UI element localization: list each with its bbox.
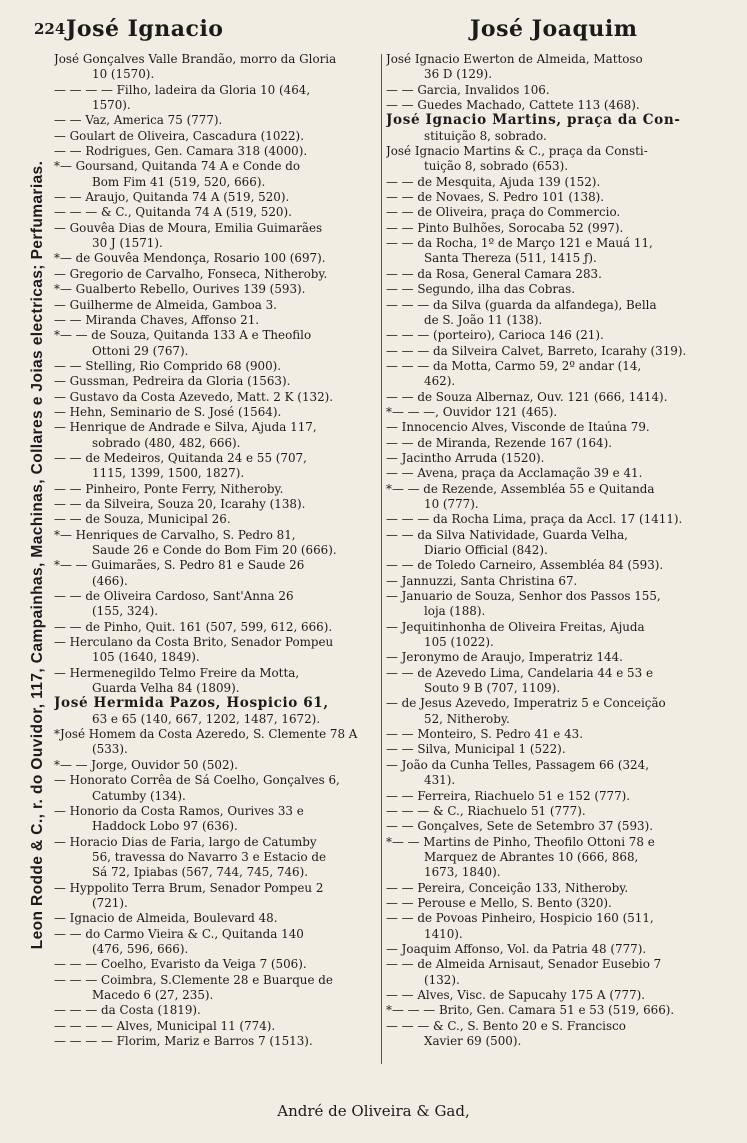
- left-column: [54, 52, 380, 1049]
- directory-entry-line: *— — — Brito, Gen. Camara 51 e 53 (519, 666).: [386, 1003, 675, 1018]
- directory-entry-line: — Hyppolito Terra Brum, Senador Pompeu 2: [54, 880, 324, 895]
- directory-entry-line: — — Alves, Visc. de Sapucahy 175 A (777).: [386, 987, 646, 1002]
- directory-entry-line: — — de Oliveira Cardoso, Sant'Anna 26: [54, 589, 294, 604]
- directory-entry-line: 30 J (1571).: [92, 236, 163, 251]
- page-header: [0, 14, 747, 46]
- directory-entry-line: 52, Nitheroby.: [424, 711, 510, 726]
- directory-entry-line: (476, 596, 666).: [92, 941, 189, 956]
- directory-entry-line: — — — da Motta, Carmo 59, 2º andar (14,: [386, 358, 642, 373]
- directory-entry-line: — Horacio Dias de Faria, largo de Catumby: [54, 834, 317, 849]
- directory-entry-line: *— Gualberto Rebello, Ourives 139 (593).: [54, 282, 306, 297]
- column-divider: [381, 54, 382, 1064]
- directory-entry-line: — — Pereira, Conceição 133, Nitheroby.: [386, 880, 629, 895]
- directory-entry-line: tuição 8, sobrado (653).: [424, 159, 568, 174]
- page-footer: André de Oliveira & Gad,: [277, 1102, 470, 1120]
- directory-entry-line: — — de Novaes, S. Pedro 101 (138).: [386, 190, 605, 205]
- directory-entry-line: 1115, 1399, 1500, 1827).: [92, 466, 245, 481]
- directory-entry-line: — — de Souza Albernaz, Ouv. 121 (666, 1414).: [386, 389, 668, 404]
- directory-entry-line: — — Araujo, Quitanda 74 A (519, 520).: [54, 190, 290, 205]
- page-number: 224: [34, 20, 66, 38]
- directory-entry-line: — Jeronymo de Araujo, Imperatriz 144.: [386, 650, 623, 665]
- directory-entry-line: — — — — Alves, Municipal 11 (774).: [54, 1018, 276, 1033]
- directory-entry-line: — — — & C., S. Bento 20 e S. Francisco: [386, 1018, 626, 1033]
- directory-entry-line: Sá 72, Ipiabas (567, 744, 745, 746).: [92, 865, 309, 880]
- directory-entry-line: — Gouvêa Dias de Moura, Emilia Guimarães: [54, 220, 323, 235]
- running-head-left: José Ignacio: [66, 16, 224, 42]
- directory-entry-line: — — Pinto Bulhões, Sorocaba 52 (997).: [386, 220, 624, 235]
- directory-entry-line: — — Stelling, Rio Comprido 68 (900).: [54, 358, 282, 373]
- directory-entry-line: — — Rodrigues, Gen. Camara 318 (4000).: [54, 144, 308, 159]
- running-head-right: José Joaquim: [470, 16, 638, 42]
- directory-entry-line: — — de Azevedo Lima, Candelaria 44 e 53 e: [386, 665, 653, 680]
- directory-entry-line: — — de Oliveira, praça do Commercio.: [386, 205, 621, 220]
- directory-entry-line: 105 (1022).: [424, 635, 494, 650]
- directory-entry-line: 10 (777).: [424, 496, 479, 511]
- directory-entry-line: — — da Silveira, Souza 20, Icarahy (138).: [54, 496, 306, 511]
- directory-entry-line: stituição 8, sobrado.: [424, 128, 547, 143]
- directory-entry-line: Souto 9 B (707, 1109).: [424, 681, 561, 696]
- directory-entry-line: José Ignacio Martins, praça da Con-: [386, 113, 681, 129]
- directory-entry-line: — Januario de Souza, Senhor dos Passos 155,: [386, 589, 661, 604]
- directory-entry-line: — — da Rocha, 1º de Março 121 e Mauá 11,: [386, 236, 653, 251]
- directory-entry-line: *— — Jorge, Ouvidor 50 (502).: [54, 757, 238, 772]
- directory-entry-line: — — Miranda Chaves, Affonso 21.: [54, 312, 260, 327]
- directory-entry-line: — — de Medeiros, Quitanda 24 e 55 (707,: [54, 450, 307, 465]
- directory-entry-line: — Hermenegildo Telmo Freire da Motta,: [54, 665, 300, 680]
- directory-entry-line: 56, travessa do Navarro 3 e Estacio de: [92, 849, 327, 864]
- directory-entry-line: — Jannuzzi, Santa Christina 67.: [386, 573, 578, 588]
- directory-entry-line: Diario Official (842).: [424, 543, 548, 557]
- directory-entry-line: Ottoni 29 (767).: [92, 343, 189, 358]
- directory-entry-line: — — — & C., Quitanda 74 A (519, 520).: [54, 205, 292, 220]
- directory-entry-line: — Innocencio Alves, Visconde de Itaúna 79.: [386, 420, 650, 435]
- directory-entry-line: *— de Gouvêa Mendonça, Rosario 100 (697).: [54, 251, 326, 266]
- directory-entry-line: — — de Toledo Carneiro, Assembléa 84 (593).: [386, 558, 664, 573]
- directory-entry-line: — Henrique de Andrade e Silva, Ajuda 117,: [54, 420, 317, 435]
- directory-entry-line: — — Monteiro, S. Pedro 41 e 43.: [386, 727, 584, 742]
- directory-entry-line: 1410).: [424, 926, 463, 941]
- directory-entry-line: — — do Carmo Vieira & C., Quitanda 140: [54, 926, 304, 941]
- directory-entry-line: Guarda Velha 84 (1809).: [92, 681, 240, 696]
- directory-entry-line: Santa Thereza (511, 1415 ƒ).: [424, 251, 597, 266]
- directory-entry-line: 105 (1640, 1849).: [92, 650, 200, 665]
- directory-entry-line: de S. João 11 (138).: [424, 312, 543, 327]
- directory-entry-line: — Hehn, Seminario de S. José (1564).: [54, 404, 282, 419]
- directory-entry-line: — Jequitinhonha de Oliveira Freitas, Ajuda: [386, 619, 645, 634]
- directory-entry-line: — — Garcia, Invalidos 106.: [386, 82, 550, 97]
- directory-entry-line: — Guilherme de Almeida, Gamboa 3.: [54, 297, 277, 312]
- directory-entry-line: — — — da Rocha Lima, praça da Accl. 17 (1411).: [386, 512, 683, 527]
- directory-entry-line: — — Segundo, ilha das Cobras.: [386, 282, 576, 297]
- directory-entry-line: — — de Almeida Arnisaut, Senador Eusebio 7: [386, 957, 662, 972]
- directory-entry-line: (721).: [92, 895, 128, 910]
- directory-entry-line: — — Perouse e Mello, S. Bento (320).: [386, 895, 612, 910]
- directory-entry-line: — Joaquim Affonso, Vol. da Patria 48 (777).: [386, 941, 647, 956]
- directory-entry-line: — Goulart de Oliveira, Cascadura (1022).: [54, 128, 304, 143]
- directory-entry-line: 63 e 65 (140, 667, 1202, 1487, 1672).: [92, 711, 321, 726]
- directory-entry-line: — — de Pinho, Quit. 161 (507, 599, 612, 666).: [54, 619, 333, 634]
- directory-entry-line: — Herculano da Costa Brito, Senador Pompeu: [54, 635, 334, 650]
- directory-entry-line: *— — —, Ouvidor 121 (465).: [386, 404, 558, 419]
- directory-entry-line: — Gustavo da Costa Azevedo, Matt. 2 K (132).: [54, 389, 334, 404]
- directory-entry-line: — Gussman, Pedreira da Gloria (1563).: [54, 374, 291, 389]
- directory-entry-line: *— — de Rezende, Assembléa 55 e Quitanda: [386, 481, 655, 496]
- directory-entry-line: — Jacintho Arruda (1520).: [386, 450, 545, 465]
- directory-entry-line: — — de Miranda, Rezende 167 (164).: [386, 435, 613, 450]
- directory-entry-line: 462).: [424, 374, 456, 389]
- directory-entry-line: Macedo 6 (27, 235).: [92, 987, 214, 1002]
- directory-entry-line: *José Homem da Costa Azeredo, S. Clemente 78 A: [54, 727, 358, 742]
- directory-entry-line: 1673, 1840).: [424, 865, 501, 880]
- directory-entry-line: sobrado (480, 482, 666).: [92, 435, 241, 450]
- directory-entry-line: — — — & C., Riachuelo 51 (777).: [386, 803, 586, 818]
- directory-entry-line: (132).: [424, 972, 460, 987]
- directory-entry-line: (466).: [92, 573, 128, 588]
- directory-entry-line: — — — da Silva (guarda da alfandega), Bella: [386, 297, 657, 312]
- directory-entry-line: — — Vaz, America 75 (777).: [54, 113, 223, 128]
- directory-entry-line: *— — Guimarães, S. Pedro 81 e Saude 26: [54, 558, 305, 573]
- directory-entry-line: — — — da Silveira Calvet, Barreto, Icarahy (319).: [386, 343, 687, 358]
- directory-entry-line: — Gregorio de Carvalho, Fonseca, Nitheroby.: [54, 266, 328, 281]
- directory-entry-line: — — de Souza, Municipal 26.: [54, 512, 231, 527]
- directory-entry-line: *— Henriques de Carvalho, S. Pedro 81,: [54, 527, 296, 542]
- directory-entry-line: José Ignacio Martins & C., praça da Consti-: [386, 144, 648, 159]
- directory-entry-line: *— — de Souza, Quitanda 133 A e Theofilo: [54, 328, 312, 343]
- directory-entry-line: Saude 26 e Conde do Bom Fim 20 (666).: [92, 543, 337, 557]
- directory-entry-line: Marquez de Abrantes 10 (666, 868,: [424, 849, 639, 864]
- right-column: [386, 52, 716, 1049]
- directory-entry-line: — Honorato Corrêa de Sá Coelho, Gonçalves 6,: [54, 773, 340, 788]
- directory-entry-line: (533).: [92, 742, 128, 757]
- directory-entry-line: — Ignacio de Almeida, Boulevard 48.: [54, 911, 278, 926]
- directory-entry-line: — — — da Costa (1819).: [54, 1003, 201, 1018]
- directory-entry-line: Catumby (134).: [92, 788, 186, 803]
- directory-entry-line: Bom Fim 41 (519, 520, 666).: [92, 174, 266, 189]
- directory-entry-line: José Ignacio Ewerton de Almeida, Mattoso: [386, 52, 643, 66]
- directory-entry-line: *— — Martins de Pinho, Theofilo Ottoni 78 e: [386, 834, 655, 849]
- side-advertisement: [28, 120, 48, 990]
- directory-entry-line: — — Avena, praça da Acclamação 39 e 41.: [386, 466, 643, 481]
- directory-entry-line: — — — Coelho, Evaristo da Veiga 7 (506).: [54, 957, 307, 972]
- directory-entry-line: — — de Povoas Pinheiro, Hospicio 160 (511,: [386, 911, 654, 926]
- directory-entry-line: — — Guedes Machado, Cattete 113 (468).: [386, 98, 640, 113]
- directory-entry-line: — — — — Filho, ladeira da Gloria 10 (464,: [54, 82, 311, 97]
- directory-entry-line: — — — (porteiro), Carioca 146 (21).: [386, 328, 604, 343]
- directory-entry-line: loja (188).: [424, 604, 486, 619]
- directory-entry-line: — — da Silva Natividade, Guarda Velha,: [386, 527, 628, 542]
- directory-entry-line: — — — Coimbra, S.Clemente 28 e Buarque de: [54, 972, 333, 987]
- directory-entry-line: 431).: [424, 773, 456, 788]
- directory-entry-line: Haddock Lobo 97 (636).: [92, 819, 238, 834]
- directory-entry-line: *— Goursand, Quitanda 74 A e Conde do: [54, 159, 301, 174]
- directory-entry-line: — Honorio da Costa Ramos, Ourives 33 e: [54, 803, 304, 818]
- directory-entry-line: — — — — Florim, Mariz e Barros 7 (1513).: [54, 1034, 313, 1048]
- directory-entry-line: — — de Mesquita, Ajuda 139 (152).: [386, 174, 601, 189]
- directory-entry-line: — — da Rosa, General Camara 283.: [386, 266, 602, 281]
- directory-entry-line: — — Gonçalves, Sete de Setembro 37 (593).: [386, 819, 653, 834]
- directory-entry-line: — — Pinheiro, Ponte Ferry, Nitheroby.: [54, 481, 284, 496]
- directory-entry-line: (155, 324).: [92, 604, 159, 619]
- directory-entry-line: 10 (1570).: [92, 67, 155, 82]
- directory-entry-line: Xavier 69 (500).: [424, 1034, 522, 1048]
- directory-entry-line: — de Jesus Azevedo, Imperatriz 5 e Conceição: [386, 696, 666, 711]
- directory-entry-line: — João da Cunha Telles, Passagem 66 (324,: [386, 757, 649, 772]
- side-advertisement-text: Leon Rodde & C., r. do Ouvidor, 117, Campainhas, Machinas, Collares e Joias electricas; Perfumarias.: [29, 160, 46, 950]
- directory-entry-line: José Gonçalves Valle Brandão, morro da Gloria: [54, 52, 337, 66]
- directory-entry-line: José Hermida Pazos, Hospicio 61,: [54, 696, 329, 712]
- directory-entry-line: — — Silva, Municipal 1 (522).: [386, 742, 566, 757]
- directory-entry-line: — — Ferreira, Riachuelo 51 e 152 (777).: [386, 788, 631, 803]
- directory-entry-line: 1570).: [92, 98, 131, 113]
- directory-entry-line: 36 D (129).: [424, 67, 492, 82]
